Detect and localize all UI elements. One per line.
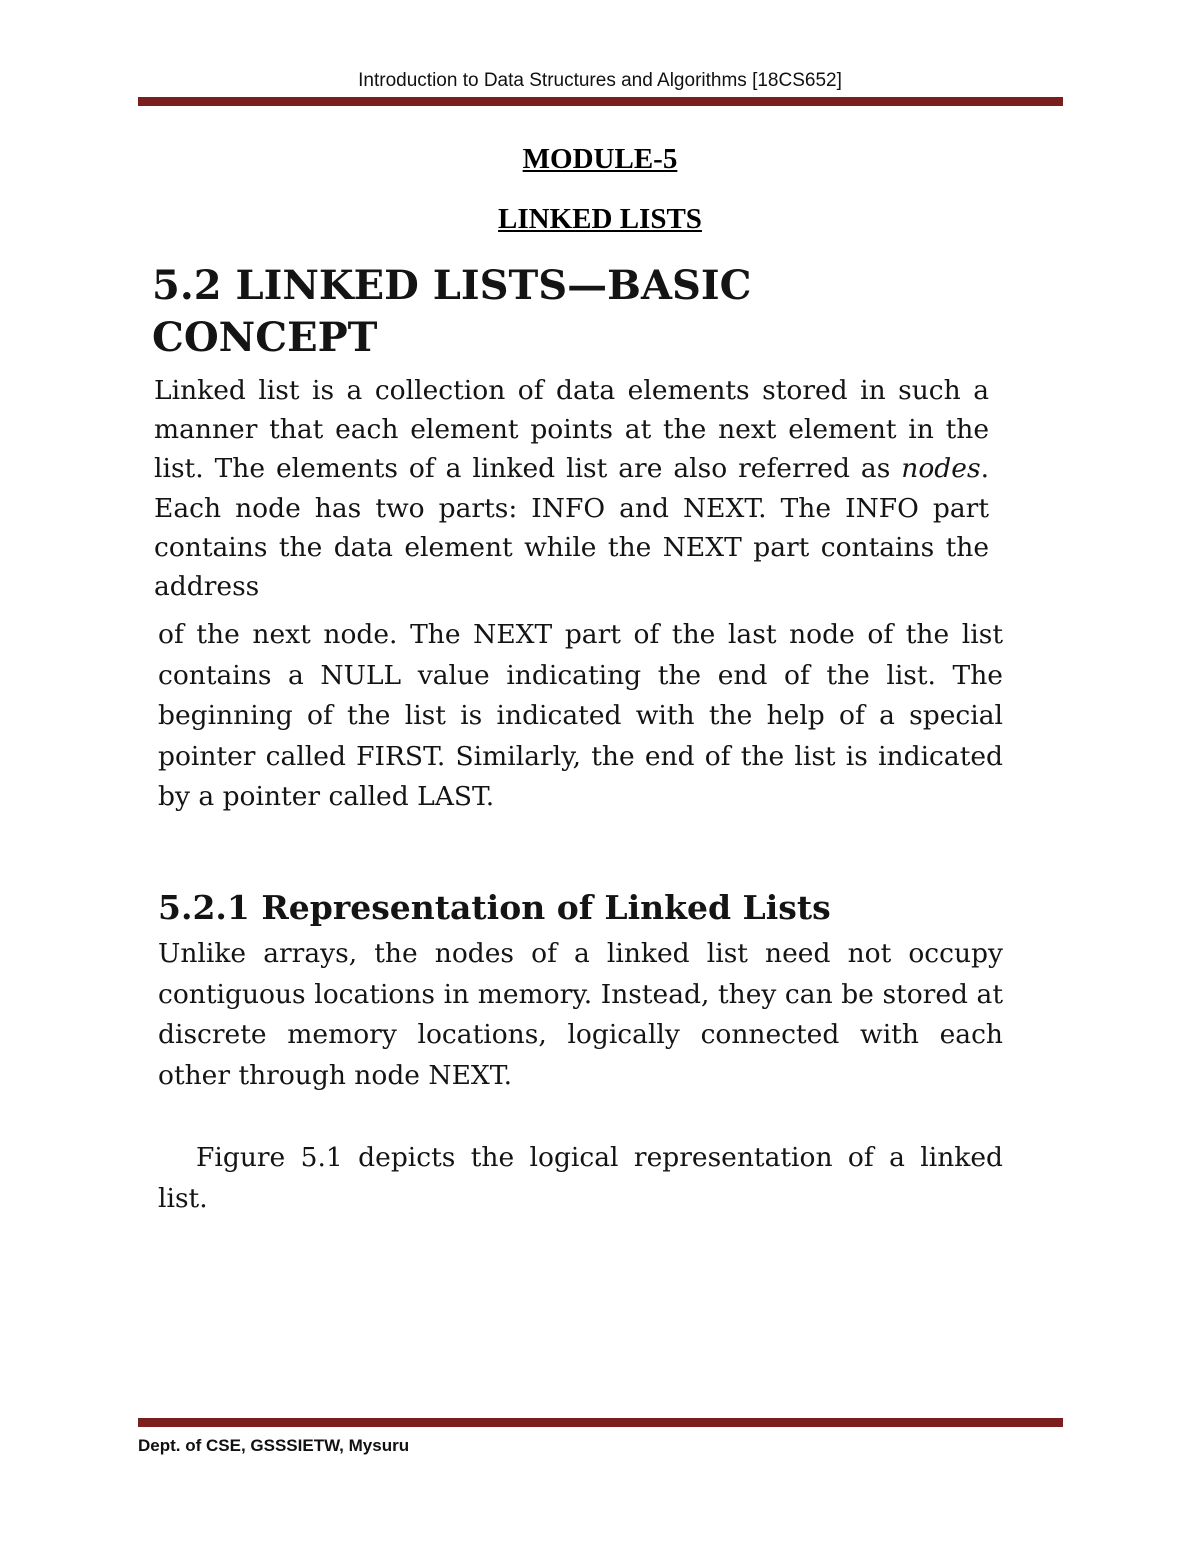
footer-rule: [138, 1418, 1063, 1427]
subsection-heading: 5.2.1 Representation of Linked Lists: [158, 888, 831, 927]
subsection-paragraph-2: Figure 5.1 depicts the logical representation of a linked list.: [158, 1142, 1003, 1214]
section-heading: 5.2 LINKED LISTS—BASIC CONCEPT: [152, 262, 752, 361]
module-title: MODULE-5: [522, 143, 678, 175]
section-paragraph-1: [154, 371, 989, 606]
header-rule: [138, 97, 1063, 106]
para1-text-end: . Each node has two parts: INFO and NEXT. The INFO part contains the data element while the NEXT part contains the address: [154, 453, 989, 603]
page-header-title: Introduction to Data Structures and Algorithms [18CS652]: [358, 70, 842, 91]
para1-italic-term: nodes: [901, 453, 981, 485]
section-paragraph-2: of the next node. The NEXT part of the last node of the list contains a NULL value indicating the end of the list. The beginning of the list is indicated with the help of a special pointer called FIRST. Similarly, the end of the list is indicated by a pointer called LAST.: [158, 619, 1003, 812]
subsection-paragraph-1: Unlike arrays, the nodes of a linked list need not occupy contiguous locations in memory. Instead, they can be stored at discrete memory locations, logically connected with each other through node NEXT.: [158, 938, 1003, 1091]
para1-text-start: Linked list is a collection of data elements stored in such a manner that each element points at the next element in the list. The elements of a linked list are also referred as: [154, 375, 989, 485]
page-footer: Dept. of CSE, GSSSIETW, Mysuru: [138, 1436, 410, 1455]
chapter-title: LINKED LISTS: [498, 203, 702, 235]
